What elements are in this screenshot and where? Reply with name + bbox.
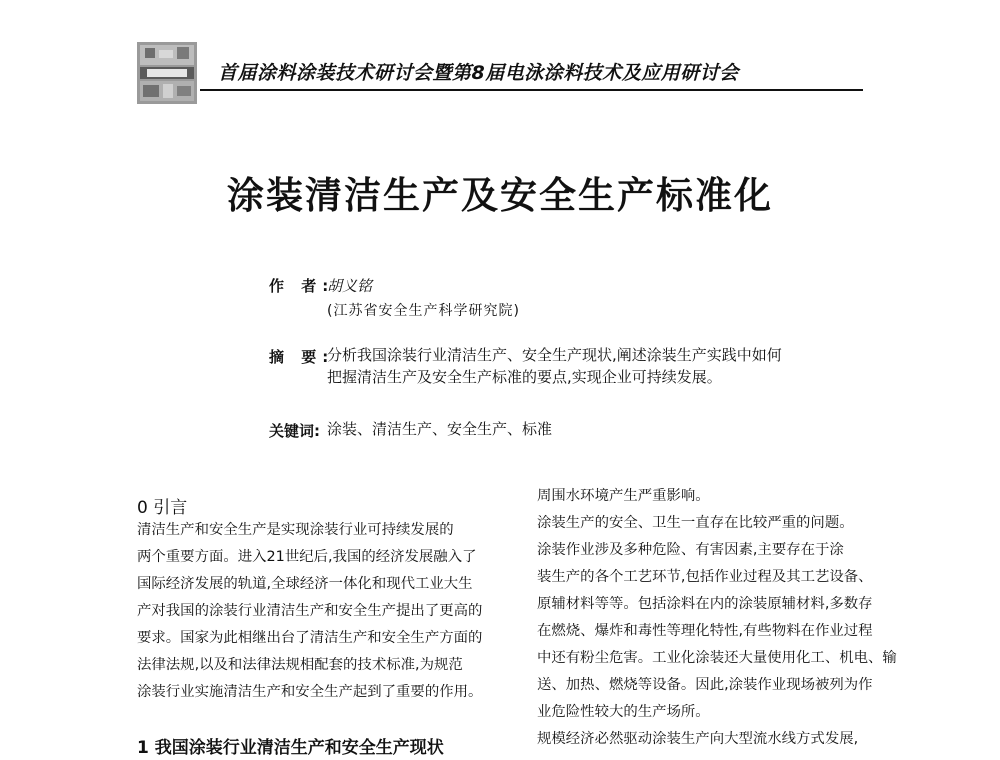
paragraph-line: 涂装生产的安全、卫生一直存在比较严重的问题。 (537, 515, 854, 531)
abstract-line: 分析我国涂装行业清洁生产、安全生产现状,阐述涂装生产实践中如何 (327, 346, 782, 364)
paragraph-line: 法律法规,以及和法律法规相配套的技术标准,为规范 (137, 657, 463, 673)
paper-title: 涂装清洁生产及安全生产标准化 (227, 174, 773, 217)
section-heading-status: 1 我国涂装行业清洁生产和安全生产现状 (137, 738, 444, 758)
section-heading-introduction: 0 引言 (137, 498, 188, 518)
author-name: 胡义铭 (327, 277, 373, 295)
paragraph-line: 国际经济发展的轨道,全球经济一体化和现代工业大生 (137, 576, 473, 592)
paragraph-line: 产对我国的涂装行业清洁生产和安全生产提出了更高的 (137, 603, 483, 619)
right-column-text (537, 483, 897, 753)
left-column-text (137, 517, 482, 706)
keywords-label: 关键词: (269, 422, 320, 440)
paragraph-line: 涂装行业实施清洁生产和安全生产起到了重要的作用。 (137, 684, 483, 700)
paragraph-line: 规模经济必然驱动涂装生产向大型流水线方式发展, (537, 731, 859, 747)
conference-logo (137, 42, 197, 104)
paragraph-line: 中还有粉尘危害。工业化涂装还大量使用化工、机电、输 (537, 650, 897, 666)
author-affiliation: (江苏省安全生产科学研究院) (327, 303, 520, 319)
keywords-text: 涂装、清洁生产、安全生产、标准 (327, 420, 553, 438)
abstract-label: 摘 要: (269, 348, 335, 366)
abstract-text (327, 344, 782, 388)
paragraph-line: 涂装作业涉及多种危险、有害因素,主要存在于涂 (537, 542, 844, 558)
paragraph-line: 清洁生产和安全生产是实现涂装行业可持续发展的 (137, 522, 454, 538)
header-divider (200, 89, 863, 91)
abstract-line: 把握清洁生产及安全生产标准的要点,实现企业可持续发展。 (327, 368, 722, 386)
paragraph-line: 原辅材料等等。包括涂料在内的涂装原辅材料,多数存 (537, 596, 873, 612)
conference-title: 首届涂料涂装技术研讨会暨第8届电泳涂料技术及应用研讨会 (218, 62, 739, 84)
paragraph-line: 送、加热、燃烧等设备。因此,涂装作业现场被列为作 (537, 677, 873, 693)
paragraph-line: 要求。国家为此相继出台了清洁生产和安全生产方面的 (137, 630, 483, 646)
paragraph-line: 两个重要方面。进入21世纪后,我国的经济发展融入了 (137, 549, 477, 565)
paragraph-line: 在燃烧、爆炸和毒性等理化特性,有些物料在作业过程 (537, 623, 873, 639)
paragraph-line: 业危险性较大的生产场所。 (537, 704, 710, 720)
paragraph-line: 装生产的各个工艺环节,包括作业过程及其工艺设备、 (537, 569, 873, 585)
author-label: 作 者: (269, 277, 335, 295)
paragraph-line: 周围水环境产生严重影响。 (537, 488, 710, 504)
